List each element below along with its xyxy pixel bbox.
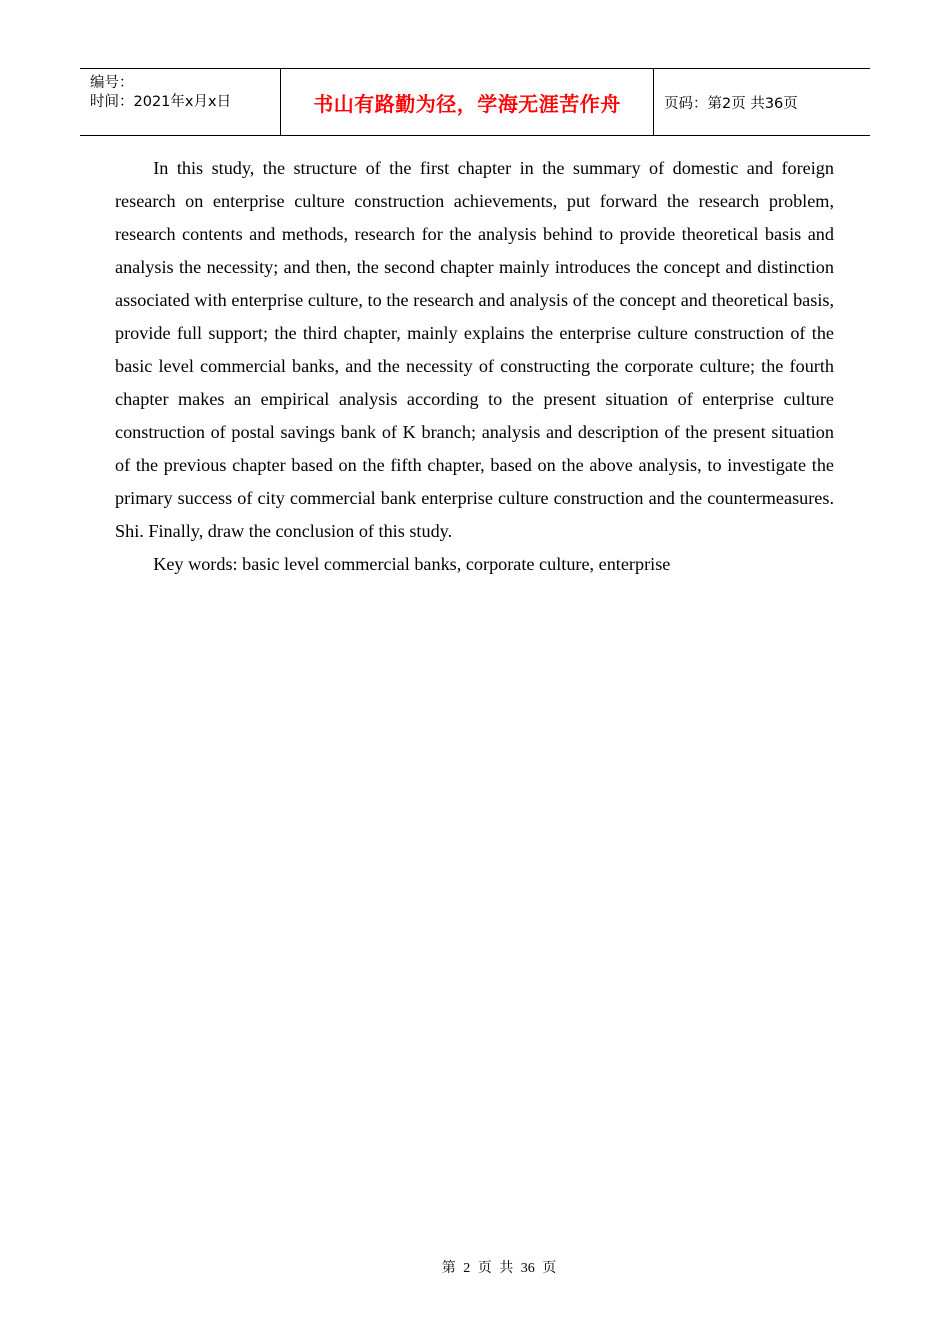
header-page-cell xyxy=(654,69,870,135)
date-label: 时间：2021年x月x日 xyxy=(90,94,232,110)
header-motto-cell xyxy=(281,69,654,135)
serial-number-label: 编号： xyxy=(90,75,134,91)
keywords-paragraph: Key words: basic level commercial banks, corporate culture, enterprise xyxy=(153,554,671,574)
motto-text: 书山有路勤为径，学海无涯苦作舟 xyxy=(313,91,621,116)
page-footer: 第 2 页 共 36 页 xyxy=(441,1261,557,1276)
abstract-paragraph: In this study, the structure of the first chapter in the summary of domestic and foreign research on enterprise culture construction achievements, put forward the research problem, research contents and methods, research for the analysis behind to provide theoretical basis and analysis the necessity; and then, the second chapter mainly introduces the concept and distinction associated with enterprise culture, to the research and analysis of the concept and theoretical basis, provide full support; the third chapter, mainly explains the enterprise culture construction of the basic level commercial banks, and the necessity of constructing the corporate culture; the fourth chapter makes an empirical analysis according to the present situation of enterprise culture construction of postal savings bank of K branch; analysis and description of the present situation of the previous chapter based on the fifth chapter, based on the above analysis, to investigate the primary success of city commercial bank enterprise culture construction and the countermeasures. Shi. Finally, draw the conclusion of this study. xyxy=(115,158,834,541)
header-meta-cell xyxy=(80,69,281,135)
header-page-label: 页码：第2页 共36页 xyxy=(664,95,798,112)
page-header xyxy=(80,68,870,136)
document-body xyxy=(115,152,834,581)
